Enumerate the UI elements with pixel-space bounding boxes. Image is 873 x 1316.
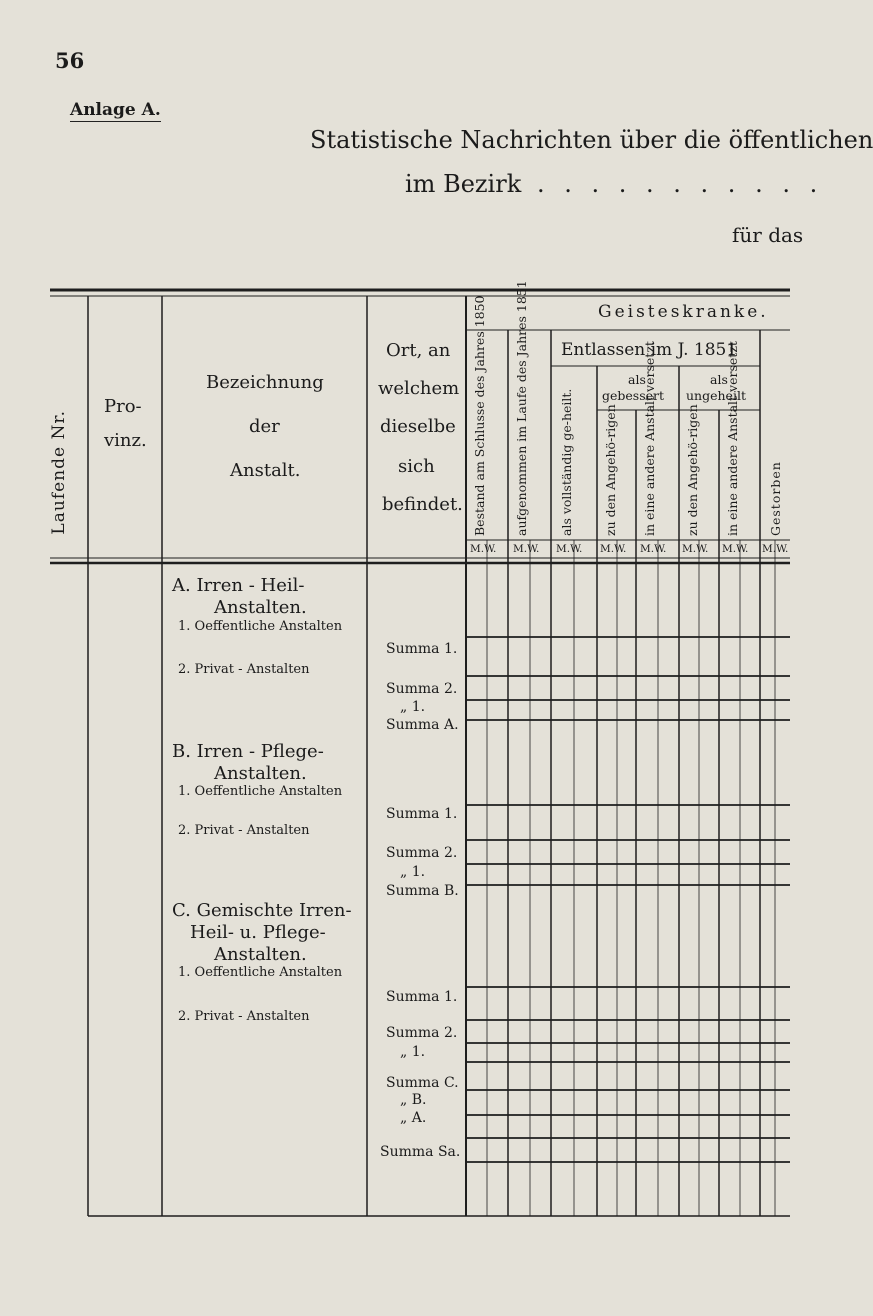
mw-label: M.W. bbox=[556, 543, 583, 555]
col-provinz-2: vinz. bbox=[104, 430, 147, 451]
mw-label: M.W. bbox=[600, 543, 627, 555]
col-gestorben: Gestorben bbox=[768, 461, 783, 536]
mw-label: M.W. bbox=[722, 543, 749, 555]
row-b-summa-b: Summa B. bbox=[386, 883, 459, 899]
col-aufgenommen: aufgenommen im Laufe des Jahres 1851 bbox=[514, 280, 529, 536]
row-c-summa-c: Summa C. bbox=[386, 1075, 459, 1091]
row-c-quote-a: „ A. bbox=[400, 1110, 427, 1126]
row-a-summa-2: Summa 2. bbox=[386, 681, 458, 697]
col-bezeichnung-3: Anstalt. bbox=[230, 460, 301, 481]
row-b-privat: 2. Privat - Anstalten bbox=[178, 823, 310, 838]
row-b-oeffentliche: 1. Oeffentliche Anstalten bbox=[178, 784, 343, 799]
anlage-label: Anlage A. bbox=[70, 100, 161, 120]
row-c-summa-2: Summa 2. bbox=[386, 1025, 458, 1041]
row-a-quote-1: „ 1. bbox=[400, 699, 426, 715]
row-a-privat: 2. Privat - Anstalten bbox=[178, 662, 310, 677]
col-bestand: Bestand am Schlusse des Jahres 1850 bbox=[472, 295, 487, 536]
row-c-quote-1: „ 1. bbox=[400, 1044, 426, 1060]
col-bezeichnung-1: Bezeichnung bbox=[206, 372, 324, 393]
mw-label: M.W. bbox=[682, 543, 709, 555]
row-c-summa-1: Summa 1. bbox=[386, 989, 458, 1005]
col-als-ungeheilt-1: als bbox=[710, 372, 728, 387]
section-c-title-2: Heil- u. Pflege- bbox=[190, 922, 326, 943]
mw-label: M.W. bbox=[640, 543, 667, 555]
row-b-quote-1: „ 1. bbox=[400, 864, 426, 880]
title-line-2: im Bezirk bbox=[405, 170, 522, 198]
col-andere-anstalt-1: in eine andere Anstalt versetzt bbox=[642, 341, 657, 536]
title-dots: . . . . . . . . . . . bbox=[537, 170, 824, 198]
col-als-gebessert-2: gebessert bbox=[602, 388, 665, 403]
col-angehoerigen-1: zu den Angehö-rigen bbox=[603, 404, 618, 536]
section-c-title-3: Anstalten. bbox=[214, 944, 307, 965]
col-andere-anstalt-2: in eine andere Anstalt versetzt bbox=[725, 341, 740, 536]
row-b-summa-1: Summa 1. bbox=[386, 806, 458, 822]
title-line-1: Statistische Nachrichten über die öffentlichen bbox=[310, 126, 873, 154]
col-ort-3: dieselbe bbox=[380, 416, 456, 437]
section-b-title-2: Anstalten. bbox=[214, 763, 307, 784]
row-summa-sa: Summa Sa. bbox=[380, 1144, 461, 1160]
row-a-summa-a: Summa A. bbox=[386, 717, 459, 733]
col-als-gebessert-1: als bbox=[628, 372, 646, 387]
row-c-oeffentliche: 1. Oeffentliche Anstalten bbox=[178, 965, 343, 980]
col-vollstaendig: als vollständig ge-heilt. bbox=[559, 388, 574, 536]
section-c-title-1: C. Gemischte Irren- bbox=[172, 900, 352, 921]
page-number: 56 bbox=[55, 48, 85, 73]
row-a-summa-1: Summa 1. bbox=[386, 641, 458, 657]
row-c-quote-b: „ B. bbox=[400, 1092, 427, 1108]
col-entlassen: Entlassen im J. 1851 bbox=[561, 340, 738, 360]
section-b-title-1: B. Irren - Pflege- bbox=[172, 741, 324, 762]
row-c-privat: 2. Privat - Anstalten bbox=[178, 1009, 310, 1024]
row-a-oeffentliche: 1. Oeffentliche Anstalten bbox=[178, 619, 343, 634]
section-a-title-2: Anstalten. bbox=[214, 597, 307, 618]
title-tail: für das bbox=[732, 223, 804, 247]
col-als-ungeheilt-2: ungeheilt bbox=[686, 388, 746, 403]
col-ort-5: befindet. bbox=[382, 494, 463, 515]
row-b-summa-2: Summa 2. bbox=[386, 845, 458, 861]
col-bezeichnung-2: der bbox=[249, 416, 280, 437]
mw-label: M.W. bbox=[762, 543, 789, 555]
mw-label: M.W. bbox=[470, 543, 497, 555]
col-ort-4: sich bbox=[398, 456, 435, 477]
col-angehoerigen-2: zu den Angehö-rigen bbox=[685, 404, 700, 536]
col-ort-1: Ort, an bbox=[386, 340, 451, 361]
col-provinz-1: Pro- bbox=[104, 396, 142, 417]
col-ort-2: welchem bbox=[378, 378, 460, 399]
col-geisteskranke: Geisteskranke. bbox=[598, 302, 769, 322]
section-a-title-1: A. Irren - Heil- bbox=[172, 575, 305, 596]
mw-label: M.W. bbox=[513, 543, 540, 555]
col-laufende-nr: Laufende Nr. bbox=[49, 410, 69, 535]
